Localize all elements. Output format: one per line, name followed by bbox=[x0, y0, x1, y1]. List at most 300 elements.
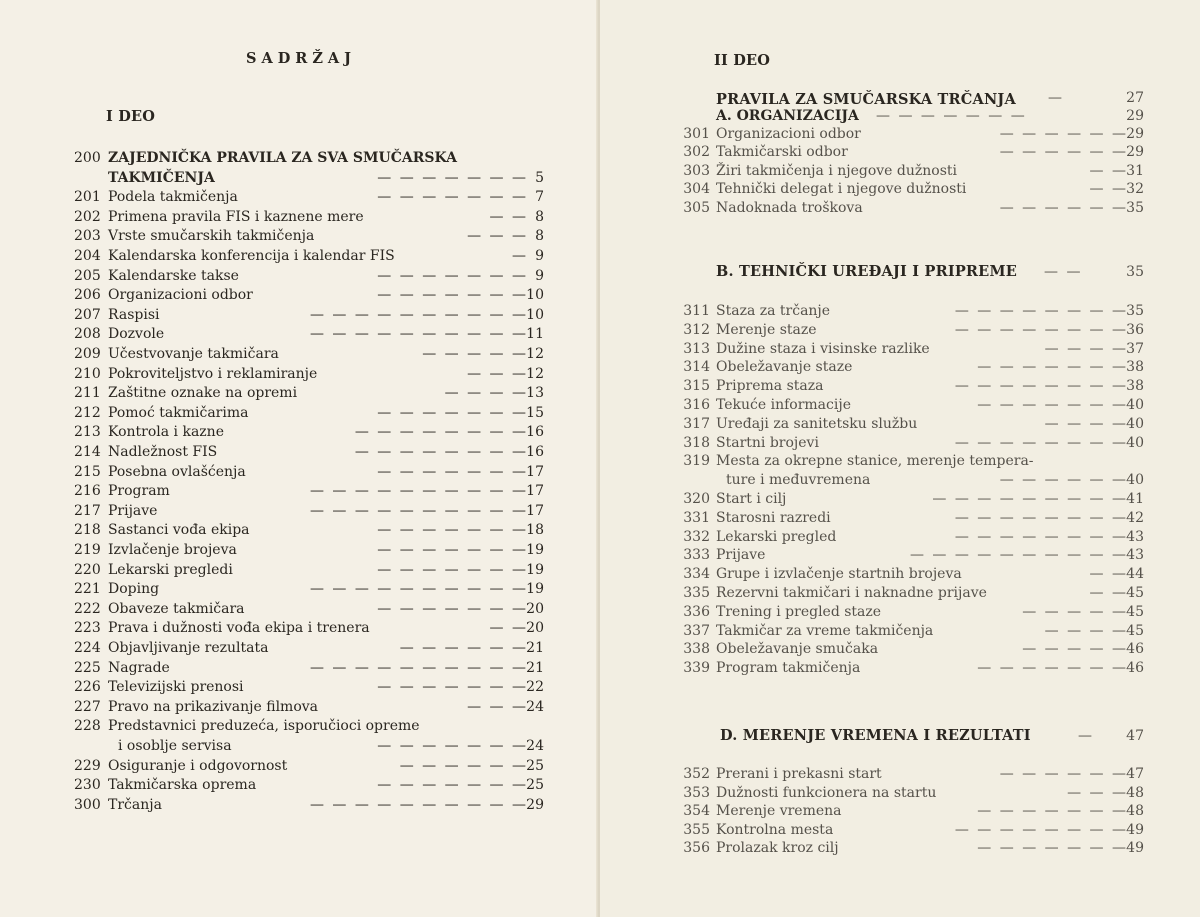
entry-title: Takmičarska oprema bbox=[108, 777, 257, 794]
toc-entry bbox=[74, 678, 544, 696]
page-number: 35 bbox=[1126, 264, 1144, 280]
entry-number: 312 bbox=[683, 321, 710, 338]
page-number: 10 bbox=[526, 306, 544, 323]
entry-title: Trening i pregled staze bbox=[716, 603, 882, 620]
page-number: 18 bbox=[526, 522, 544, 539]
page-number: 19 bbox=[526, 581, 544, 598]
entry-title: Raspisi bbox=[108, 306, 160, 323]
page-number: 47 bbox=[1126, 728, 1144, 744]
toc-entry bbox=[74, 463, 544, 481]
page-number: 31 bbox=[1126, 162, 1144, 179]
entry-number: 355 bbox=[683, 821, 710, 838]
entry-title: Merenje staze bbox=[716, 321, 817, 338]
page-number: 13 bbox=[526, 385, 544, 402]
entry-title: Žiri takmičenja i njegove dužnosti bbox=[716, 162, 958, 179]
toc-entry bbox=[74, 717, 544, 735]
entry-number: 209 bbox=[74, 346, 101, 362]
toc-entry bbox=[674, 603, 1174, 621]
toc-entry bbox=[74, 796, 544, 814]
entry-title: Pokroviteljstvo i reklamiranje bbox=[108, 365, 318, 382]
toc-entry bbox=[674, 143, 1174, 161]
toc-entry bbox=[674, 784, 1174, 802]
page-number: 17 bbox=[526, 463, 544, 480]
dash-leader: — — bbox=[1089, 566, 1128, 583]
page-number: 19 bbox=[526, 561, 544, 578]
dash-leader: — — — — — bbox=[422, 346, 528, 362]
entry-number: 202 bbox=[74, 208, 101, 225]
entry-title: Uređaji za sanitetsku službu bbox=[716, 415, 918, 432]
entry-title: Vrste smučarskih takmičenja bbox=[108, 228, 315, 245]
toc-entry bbox=[74, 423, 544, 441]
entry-number: 333 bbox=[683, 547, 710, 564]
entry-number: 305 bbox=[683, 199, 710, 216]
entry-number: 217 bbox=[74, 502, 101, 519]
toc-entry bbox=[74, 757, 544, 775]
toc-entry bbox=[674, 396, 1174, 414]
entry-title: Sastanci vođa ekipa bbox=[108, 522, 250, 539]
toc-entry bbox=[74, 149, 544, 167]
toc-entry bbox=[74, 247, 544, 265]
toc-entry bbox=[674, 821, 1174, 839]
entry-title: Dužine staza i visinske razlike bbox=[716, 340, 930, 357]
page-number: 47 bbox=[1126, 766, 1144, 782]
page-number: 29 bbox=[1126, 126, 1144, 142]
dash-leader: — — — — — — — bbox=[377, 777, 528, 794]
dash-leader: — — — — — — — — — — bbox=[309, 326, 528, 343]
dash-leader: — — — — — — — bbox=[377, 189, 528, 206]
dash-leader: — — — — — — — — — — bbox=[309, 659, 528, 676]
dash-leader: — — — — — — — — — — bbox=[309, 306, 528, 323]
page-number: 40 bbox=[1126, 415, 1144, 432]
toc-entry bbox=[674, 528, 1174, 546]
dash-leader: — — — — — — — — bbox=[354, 424, 528, 441]
entry-title: Priprema staza bbox=[716, 378, 824, 395]
dash-leader: — — bbox=[489, 208, 528, 225]
entry-title: ture i međuvremena bbox=[726, 472, 871, 489]
page-number: 22 bbox=[526, 679, 544, 696]
toc-entry bbox=[74, 404, 544, 422]
page-number: 16 bbox=[526, 424, 544, 441]
dash-leader: — — — bbox=[467, 365, 528, 382]
entry-title: Prava i dužnosti vođa ekipa i trenera bbox=[108, 620, 370, 637]
dash-leader: — — — — — — — — bbox=[954, 378, 1128, 395]
dash-leader: — — — — — — — — — — bbox=[309, 483, 528, 500]
entry-title: Kalendarska konferencija i kalendar FIS bbox=[108, 248, 395, 264]
entry-title: Nadležnost FIS bbox=[108, 444, 218, 460]
entry-number: 207 bbox=[74, 306, 101, 323]
toc-entry bbox=[74, 698, 544, 716]
entry-title: Osiguranje i odgovornost bbox=[108, 757, 288, 774]
entry-number: 318 bbox=[683, 434, 710, 451]
dash-leader: — — bbox=[1044, 264, 1083, 280]
page-number: 35 bbox=[1126, 303, 1144, 319]
page-number: 24 bbox=[526, 738, 544, 754]
entry-number: 331 bbox=[683, 509, 710, 526]
dash-leader: — — — — bbox=[444, 385, 528, 402]
entry-number: 228 bbox=[74, 718, 101, 735]
toc-entry bbox=[74, 659, 544, 677]
entry-number: 303 bbox=[683, 162, 710, 179]
entry-number: 227 bbox=[74, 698, 101, 715]
section-a-title: PRAVILA ZA SMUČARSKA TRČANJA bbox=[716, 91, 1016, 108]
dash-leader: — — — — — — — bbox=[377, 287, 528, 304]
page-number: 49 bbox=[1126, 840, 1144, 857]
entry-title: Tekuće informacije bbox=[716, 397, 851, 413]
entry-title: Objavljivanje rezultata bbox=[108, 640, 269, 656]
entry-number: 339 bbox=[683, 660, 710, 677]
entry-title: Program bbox=[108, 483, 170, 500]
entry-number: 221 bbox=[74, 581, 101, 598]
page-title: SADRŽAJ bbox=[246, 50, 357, 67]
toc-entry bbox=[74, 227, 544, 245]
entry-title: Nadoknada troškova bbox=[716, 199, 863, 216]
page-number: 45 bbox=[1126, 585, 1144, 601]
entry-number: 212 bbox=[74, 404, 101, 421]
entry-title: Obeležavanje smučaka bbox=[716, 641, 879, 658]
entry-number: 203 bbox=[74, 228, 101, 245]
entry-number: 216 bbox=[74, 483, 101, 500]
page-number: 40 bbox=[1126, 397, 1144, 413]
entry-number: 224 bbox=[74, 640, 101, 656]
page-number: 7 bbox=[535, 189, 544, 206]
part-one-heading: I DEO bbox=[106, 108, 156, 125]
right-page bbox=[600, 0, 1200, 917]
entry-number: 334 bbox=[683, 566, 710, 583]
dash-leader: — — — — — — — bbox=[377, 169, 528, 186]
toc-entry bbox=[74, 639, 544, 657]
page-number: 48 bbox=[1126, 784, 1144, 801]
dash-leader: — — — — — — — bbox=[977, 397, 1128, 413]
entry-title: Grupe i izvlačenje startnih brojeva bbox=[716, 566, 962, 583]
entry-number: 356 bbox=[683, 840, 710, 857]
entry-title: Lekarski pregledi bbox=[108, 561, 233, 578]
toc-entry bbox=[674, 565, 1174, 583]
page-number: 25 bbox=[526, 757, 544, 774]
page-number: 42 bbox=[1126, 509, 1144, 526]
page-number: 41 bbox=[1126, 491, 1144, 507]
entry-number: 332 bbox=[683, 528, 710, 545]
dash-leader: — — — — — — — — bbox=[954, 509, 1128, 526]
entry-title: Organizacioni odbor bbox=[716, 126, 861, 142]
page-number: 40 bbox=[1126, 434, 1144, 451]
entry-title: Prijave bbox=[108, 502, 158, 519]
entry-title: Program takmičenja bbox=[716, 660, 861, 677]
entry-title: Startni brojevi bbox=[716, 434, 819, 451]
toc-entry bbox=[674, 358, 1174, 376]
entry-number: 353 bbox=[683, 784, 710, 801]
entry-number: 315 bbox=[683, 378, 710, 395]
page-number: 38 bbox=[1126, 359, 1144, 376]
part-two-heading: II DEO bbox=[714, 52, 771, 69]
dash-leader: — — — — — — — — bbox=[954, 321, 1128, 338]
toc-entry bbox=[674, 415, 1174, 433]
entry-number: 219 bbox=[74, 542, 101, 558]
page-number: 12 bbox=[526, 346, 544, 362]
toc-entry bbox=[74, 325, 544, 343]
toc-entry bbox=[74, 502, 544, 520]
dash-leader: — — — — — — — bbox=[876, 108, 1027, 124]
toc-entry bbox=[674, 640, 1174, 658]
toc-entry bbox=[674, 659, 1174, 677]
entry-number: 320 bbox=[683, 491, 710, 507]
dash-leader: — bbox=[1048, 90, 1064, 106]
page-number: 45 bbox=[1126, 603, 1144, 620]
page-number: 9 bbox=[535, 248, 544, 264]
dash-leader: — — — — — — — bbox=[377, 542, 528, 558]
page-number: 40 bbox=[1126, 472, 1144, 489]
toc-entry bbox=[74, 169, 544, 187]
toc-entry bbox=[74, 208, 544, 226]
entry-title: Prerani i prekasni start bbox=[716, 766, 882, 782]
toc-entry bbox=[74, 384, 544, 402]
dash-leader: — — — — bbox=[1044, 340, 1128, 357]
section-a-sub-row bbox=[600, 107, 1200, 125]
page-number: 48 bbox=[1126, 803, 1144, 820]
entry-title: Organizacioni odbor bbox=[108, 287, 253, 304]
dash-leader: — — — — — bbox=[1022, 603, 1128, 620]
dash-leader: — — — — — — — bbox=[977, 359, 1128, 376]
dash-leader: — — bbox=[1089, 162, 1128, 179]
entry-title: Kontrola i kazne bbox=[108, 424, 224, 441]
section-d-title: D. MERENJE VREMENA I REZULTATI bbox=[720, 727, 1031, 744]
toc-entry bbox=[74, 561, 544, 579]
entry-number: 313 bbox=[683, 340, 710, 357]
toc-entry bbox=[674, 340, 1174, 358]
toc-entry bbox=[674, 125, 1174, 143]
dash-leader: — — — — — — — bbox=[377, 522, 528, 539]
toc-entry bbox=[74, 345, 544, 363]
toc-entry bbox=[674, 180, 1174, 198]
page-number: 10 bbox=[526, 287, 544, 304]
entry-number: 304 bbox=[683, 181, 710, 198]
entry-title: Izvlačenje brojeva bbox=[108, 542, 237, 558]
entry-number: 354 bbox=[683, 803, 710, 820]
page-number: 43 bbox=[1126, 528, 1144, 545]
entry-number: 223 bbox=[74, 620, 101, 637]
entry-number: 214 bbox=[74, 444, 101, 460]
toc-entry bbox=[74, 443, 544, 461]
entry-number: 338 bbox=[683, 641, 710, 658]
entry-number: 210 bbox=[74, 365, 101, 382]
page-number: 32 bbox=[1126, 181, 1144, 198]
dash-leader: — — — — — — bbox=[999, 144, 1128, 161]
toc-entry bbox=[74, 267, 544, 285]
entry-number: 225 bbox=[74, 659, 101, 676]
entry-title: Primena pravila FIS i kaznene mere bbox=[108, 208, 364, 225]
dash-leader: — — — — — — — — — bbox=[932, 491, 1128, 507]
section-b-title: B. TEHNIČKI UREĐAJI I PRIPREME bbox=[716, 263, 1017, 280]
toc-entry bbox=[674, 622, 1174, 640]
entry-number: 314 bbox=[683, 359, 710, 376]
page-number: 37 bbox=[1126, 340, 1144, 357]
section-d-title-row bbox=[600, 727, 1200, 745]
entry-title: Prolazak kroz cilj bbox=[716, 840, 839, 857]
page-number: 43 bbox=[1126, 547, 1144, 564]
entry-title: Trčanja bbox=[108, 796, 162, 813]
dash-leader: — — — — — — — bbox=[377, 600, 528, 617]
toc-entry bbox=[74, 365, 544, 383]
entry-title: Mesta za okrepne stanice, merenje tempera- bbox=[716, 453, 1034, 470]
entry-number: 301 bbox=[683, 126, 710, 142]
dash-leader: — — — — — — — bbox=[377, 679, 528, 696]
page-number: 27 bbox=[1126, 90, 1144, 106]
toc-entry bbox=[674, 377, 1174, 395]
page-number: 16 bbox=[526, 444, 544, 460]
entry-number: 311 bbox=[683, 303, 710, 319]
entry-number: 229 bbox=[74, 757, 101, 774]
entry-number: 215 bbox=[74, 463, 101, 480]
page-number: 5 bbox=[535, 169, 544, 186]
entry-number: 211 bbox=[74, 385, 101, 402]
entry-title: Merenje vremena bbox=[716, 803, 842, 820]
dash-leader: — — — bbox=[467, 228, 528, 245]
entry-title: Predstavnici preduzeća, isporučioci opreme bbox=[108, 718, 420, 735]
dash-leader: — bbox=[1078, 728, 1094, 744]
toc-entry bbox=[74, 737, 544, 755]
entry-number: 201 bbox=[74, 189, 101, 206]
entry-number: 335 bbox=[683, 585, 710, 601]
entry-title: Staza za trčanje bbox=[716, 303, 831, 319]
toc-entry bbox=[674, 471, 1174, 489]
entry-number: 319 bbox=[683, 453, 710, 470]
dash-leader: — — — — bbox=[1044, 622, 1128, 639]
toc-entry bbox=[674, 490, 1174, 508]
page-number: 17 bbox=[526, 483, 544, 500]
entry-number: 336 bbox=[683, 603, 710, 620]
entry-number: 352 bbox=[683, 766, 710, 782]
dash-leader: — — — — — — — bbox=[377, 267, 528, 284]
toc-entry bbox=[674, 509, 1174, 527]
toc-entry bbox=[74, 188, 544, 206]
toc-entry bbox=[74, 619, 544, 637]
page-number: 19 bbox=[526, 542, 544, 558]
entry-number: 205 bbox=[74, 267, 101, 284]
page-number: 29 bbox=[1126, 144, 1144, 161]
entry-title: ZAJEDNIČKA PRAVILA ZA SVA SMUČARSKA bbox=[108, 150, 457, 166]
entry-number: 200 bbox=[74, 150, 101, 166]
toc-entry bbox=[74, 521, 544, 539]
dash-leader: — — — — — — — — bbox=[954, 821, 1128, 838]
dash-leader: — — — — — bbox=[1022, 641, 1128, 658]
entry-number: 230 bbox=[74, 777, 101, 794]
page-number: 46 bbox=[1126, 641, 1144, 658]
page-number: 21 bbox=[526, 640, 544, 656]
toc-entry bbox=[674, 802, 1174, 820]
dash-leader: — — — — — — bbox=[999, 199, 1128, 216]
entry-title: Posebna ovlašćenja bbox=[108, 463, 246, 480]
entry-number: 226 bbox=[74, 679, 101, 696]
toc-entry bbox=[674, 546, 1174, 564]
dash-leader: — — — — — — — — bbox=[354, 444, 528, 460]
toc-entry bbox=[74, 286, 544, 304]
entry-title: Start i cilj bbox=[716, 491, 787, 507]
entry-title: Televizijski prenosi bbox=[108, 679, 244, 696]
entry-number: 222 bbox=[74, 600, 101, 617]
entry-number: 317 bbox=[683, 415, 710, 432]
page-number: 20 bbox=[526, 620, 544, 637]
toc-entry bbox=[674, 452, 1174, 470]
dash-leader: — — bbox=[489, 620, 528, 637]
entry-title: Zaštitne oznake na opremi bbox=[108, 385, 298, 402]
dash-leader: — bbox=[512, 248, 528, 264]
dash-leader: — — — — — — bbox=[999, 472, 1128, 489]
page-number: 24 bbox=[526, 698, 544, 715]
dash-leader: — — — — — — — — bbox=[954, 434, 1128, 451]
entry-title: Doping bbox=[108, 581, 160, 598]
page-number: 8 bbox=[535, 208, 544, 225]
toc-entry bbox=[674, 321, 1174, 339]
dash-leader: — — — — — — — — — — bbox=[309, 502, 528, 519]
entry-number: 218 bbox=[74, 522, 101, 539]
page-number: 15 bbox=[526, 404, 544, 421]
entry-title: Rezervni takmičari i naknadne prijave bbox=[716, 585, 987, 601]
entry-title: Prijave bbox=[716, 547, 766, 564]
entry-title: Tehnički delegat i njegove dužnosti bbox=[716, 181, 967, 198]
entry-title: Starosni razredi bbox=[716, 509, 831, 526]
entry-number: 316 bbox=[683, 397, 710, 413]
entry-number: 302 bbox=[683, 144, 710, 161]
page-number: 21 bbox=[526, 659, 544, 676]
page-number: 44 bbox=[1126, 566, 1144, 583]
section-b-title-row bbox=[600, 263, 1200, 281]
page-number: 29 bbox=[526, 796, 544, 813]
page-number: 46 bbox=[1126, 660, 1144, 677]
toc-entry bbox=[74, 580, 544, 598]
dash-leader: — — — — — — — bbox=[377, 738, 528, 754]
entry-title: Nagrade bbox=[108, 659, 170, 676]
left-page bbox=[0, 0, 598, 917]
section-a-subtitle: A. ORGANIZACIJA bbox=[716, 108, 859, 124]
entry-title: Podela takmičenja bbox=[108, 189, 238, 206]
dash-leader: — — — bbox=[467, 698, 528, 715]
entry-title: Pravo na prikazivanje filmova bbox=[108, 698, 318, 715]
dash-leader: — — — — — — — — — — bbox=[309, 796, 528, 813]
entry-title: Obaveze takmičara bbox=[108, 600, 245, 617]
dash-leader: — — — — — — — — bbox=[954, 303, 1128, 319]
page-number: 25 bbox=[526, 777, 544, 794]
toc-entry bbox=[674, 302, 1174, 320]
dash-leader: — — — — — — — bbox=[377, 404, 528, 421]
page-number: 45 bbox=[1126, 622, 1144, 639]
dash-leader: — — — — — — — bbox=[377, 463, 528, 480]
page-number: 8 bbox=[535, 228, 544, 245]
entry-number: 213 bbox=[74, 424, 101, 441]
toc-entry bbox=[674, 199, 1174, 217]
entry-title: i osoblje servisa bbox=[118, 738, 232, 754]
dash-leader: — — — bbox=[1067, 784, 1128, 801]
dash-leader: — — — — — — — — — — bbox=[309, 581, 528, 598]
toc-entry bbox=[74, 600, 544, 618]
entry-title: Dozvole bbox=[108, 326, 165, 343]
toc-entry bbox=[674, 434, 1174, 452]
dash-leader: — — — — — — bbox=[399, 757, 528, 774]
entry-title: Učestvovanje takmičara bbox=[108, 346, 279, 362]
dash-leader: — — bbox=[1089, 585, 1128, 601]
toc-entry bbox=[674, 584, 1174, 602]
page-number: 36 bbox=[1126, 321, 1144, 338]
toc-entry bbox=[674, 162, 1174, 180]
entry-number: 204 bbox=[74, 248, 101, 264]
dash-leader: — — — — bbox=[1044, 415, 1128, 432]
dash-leader: — — — — — — — — — — bbox=[909, 547, 1128, 564]
entry-title: Takmičar za vreme takmičenja bbox=[716, 622, 934, 639]
dash-leader: — — bbox=[1089, 181, 1128, 198]
entry-title: Kontrolna mesta bbox=[716, 821, 834, 838]
dash-leader: — — — — — — — bbox=[377, 561, 528, 578]
dash-leader: — — — — — — bbox=[399, 640, 528, 656]
page-number: 49 bbox=[1126, 821, 1144, 838]
page-number: 20 bbox=[526, 600, 544, 617]
